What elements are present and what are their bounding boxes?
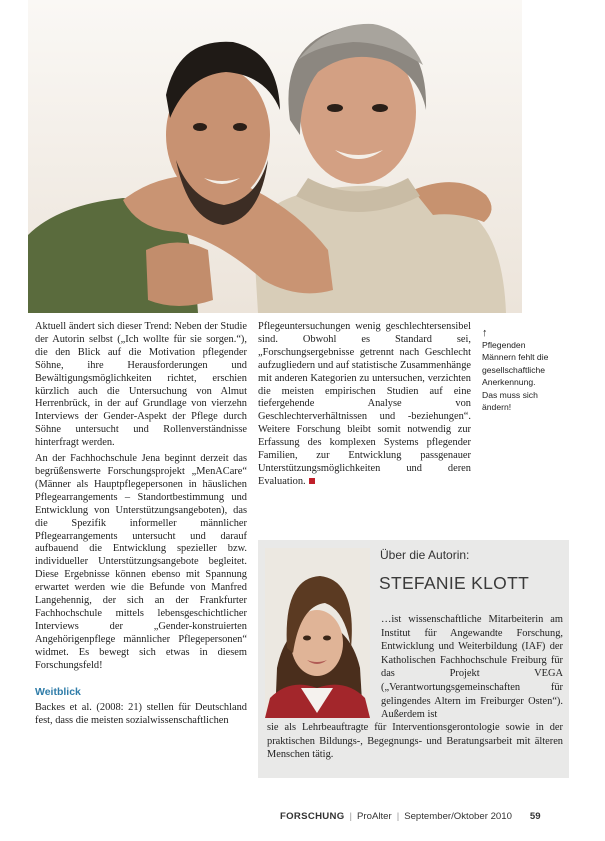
text-column-left <box>35 321 247 731</box>
paragraph <box>258 321 471 489</box>
page-number: 59 <box>529 811 541 822</box>
footer-magazine: ProAlter <box>357 811 392 822</box>
footer-issue: September/Oktober 2010 <box>404 811 512 822</box>
text-column-middle <box>258 321 471 492</box>
author-bio-part-2: sie als Lehrbeauftragte für Interventionsgerontologie sowie in der praktischen Bildungs-, Begegnungs- und Beratungsarbeit mit älteren Menschen tätig. <box>267 722 563 761</box>
author-portrait-illustration <box>265 548 370 718</box>
paragraph: Aktuell ändert sich dieser Trend: Neben der Studie der Autorin selbst („Ich wollte für sie sorgen.“), die den Blick auf die Motivation pflegender Söhne, ihre Herausforderungen und Bewältigungsmöglichkeiten richtet, erschien kürzlich auch die Untersuchung von Almut Herrenbrück, in der auf Grundlage von vierzehn Interviews der Gender-Aspekt der Pflege durch Söhne untersucht und Rollenverständnisse hinterfragt werden. <box>35 321 247 449</box>
paragraph-text: Pflegeuntersuchungen wenig geschlechtersensibel sind. Obwohl es Standard sei, „Forschungsergebnisse getrennt nach Geschlecht aufzugliedern und auf statistische Zusammenhänge mit anderen Kategorien zu untersuchen, verzichten die meisten empirischen Studien auf eine tiefergehende Analyse von Geschlechterverhältnissen und -beziehungen“. Weitere Forschung bleibt somit notwendig zur Erfassung des komplexen Systems pflegender Familien, zur Entwicklung passgenauer Unterstützungsmöglichkeiten und deren Evaluation. <box>258 321 471 487</box>
footer-separator: | <box>396 811 400 822</box>
photo-illustration <box>28 0 522 313</box>
cover-photo-son-and-mother <box>28 0 522 313</box>
photo-caption <box>482 327 552 413</box>
page-footer <box>280 811 550 822</box>
section-heading-weitblick: Weitblick <box>35 686 81 699</box>
end-of-article-mark <box>309 478 315 484</box>
author-bio-part-1: …ist wissenschaftliche Mitarbeiterin am Institut für Angewandte Forschung, Entwicklung und Weiterbildung (IAF) der Katholischen Fachhochschule Freiburg für das Projekt VEGA („Verantwortungsgemeinschaften für gelingendes Altern im Freiburger Osten“). Außerdem ist <box>381 614 563 721</box>
paragraph: Backes et al. (2008: 21) stellen für Deutschland fest, dass die meisten sozialwissenschaftlichen <box>35 702 247 727</box>
footer-section: FORSCHUNG <box>280 811 345 822</box>
author-portrait <box>265 548 370 718</box>
author-box-label: Über die Autorin: <box>380 548 470 562</box>
footer-separator: | <box>349 811 353 822</box>
caption-text: Pflegenden Männern fehlt die gesellschaftliche Anerkennung. Das muss sich ändern! <box>482 340 549 413</box>
arrow-up-icon: ↑ <box>482 327 488 339</box>
paragraph: An der Fachhochschule Jena beginnt derzeit das begrüßenswerte Forschungsprojekt „MenACare“ (Männer als Hauptpflegepersonen in häuslichen Pflegearrangements – Standortbestimmung und Entwicklung von Unterstützungsangeboten), das die Spezifik informeller männlicher Pflegearrangements untersucht und darauf aufbauend die Entwicklung spezieller bzw. individueller Unterstützungsangebote begleitet. Diese Ergebnisse können ebenso mit Spannung erwartet werden wie die Befunde von Manfred Langehennig, der sich an der Frankfurter Fachhochschule mittels lebensgeschichtlicher Interviews der „Gender-konstruierten Angehörigenpflege männlicher Pflegepersonen“ widmet. Es bewegt sich etwas in diesem Forschungsfeld! <box>35 453 247 671</box>
author-name: STEFANIE KLOTT <box>379 573 530 593</box>
